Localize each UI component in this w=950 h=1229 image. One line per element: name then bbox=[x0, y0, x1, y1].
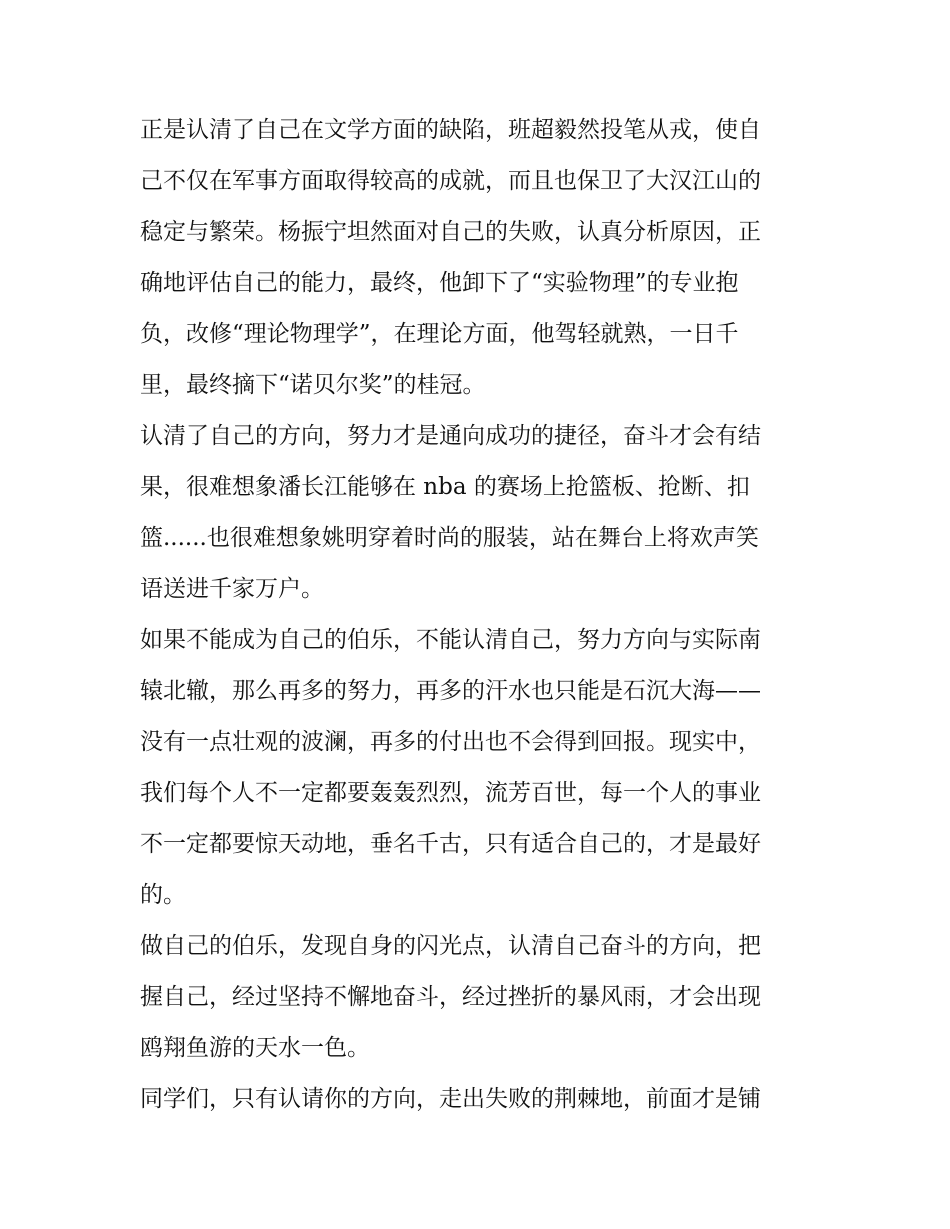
document-body bbox=[140, 105, 820, 1125]
text-line: 没有一点壮观的波澜，再多的付出也不会得到回报。现实中， bbox=[140, 729, 761, 755]
text-line: 辕北辙，那么再多的努力，再多的汗水也只能是石沉大海—— bbox=[140, 678, 761, 704]
text-line: 篮......也很难想象姚明穿着时尚的服装，站在舞台上将欢声笑 bbox=[140, 525, 759, 551]
paragraph bbox=[140, 921, 820, 1074]
paragraph bbox=[140, 615, 820, 921]
paragraph bbox=[140, 105, 820, 411]
text-line: 果，很难想象潘长江能够在 nba 的赛场上抢篮板、抢断、扣 bbox=[140, 474, 750, 500]
text-line: 如果不能成为自己的伯乐，不能认清自己，努力方向与实际南 bbox=[140, 627, 761, 653]
text-line: 确地评估自己的能力，最终，他卸下了“实验物理”的专业抱 bbox=[140, 270, 739, 296]
text-line: 里，最终摘下“诺贝尔奖”的桂冠。 bbox=[140, 372, 486, 398]
text-line: 鸥翔鱼游的天水一色。 bbox=[140, 1035, 370, 1061]
paragraph bbox=[140, 1074, 820, 1125]
text-line: 握自己，经过坚持不懈地奋斗，经过挫折的暴风雨，才会出现 bbox=[140, 984, 761, 1010]
text-line: 稳定与繁荣。杨振宁坦然面对自己的失败，认真分析原因，正 bbox=[140, 219, 761, 245]
text-line: 的。 bbox=[140, 882, 186, 908]
text-line: 己不仅在军事方面取得较高的成就，而且也保卫了大汉江山的 bbox=[140, 168, 761, 194]
text-line: 做自己的伯乐，发现自身的闪光点，认清自己奋斗的方向，把 bbox=[140, 933, 761, 959]
text-line: 语送进千家万户。 bbox=[140, 576, 324, 602]
text-line: 同学们，只有认请你的方向，走出失败的荆棘地，前面才是铺 bbox=[140, 1086, 761, 1112]
text-line: 不一定都要惊天动地，垂名千古，只有适合自己的，才是最好 bbox=[140, 831, 761, 857]
text-line: 我们每个人不一定都要轰轰烈烈，流芳百世，每一个人的事业 bbox=[140, 780, 761, 806]
text-line: 负，改修“理论物理学”，在理论方面，他驾轻就熟，一日千 bbox=[140, 321, 739, 347]
text-line: 正是认清了自己在文学方面的缺陷，班超毅然投笔从戎，使自 bbox=[140, 117, 761, 143]
text-line: 认清了自己的方向，努力才是通向成功的捷径，奋斗才会有结 bbox=[140, 423, 761, 449]
paragraph bbox=[140, 411, 820, 615]
